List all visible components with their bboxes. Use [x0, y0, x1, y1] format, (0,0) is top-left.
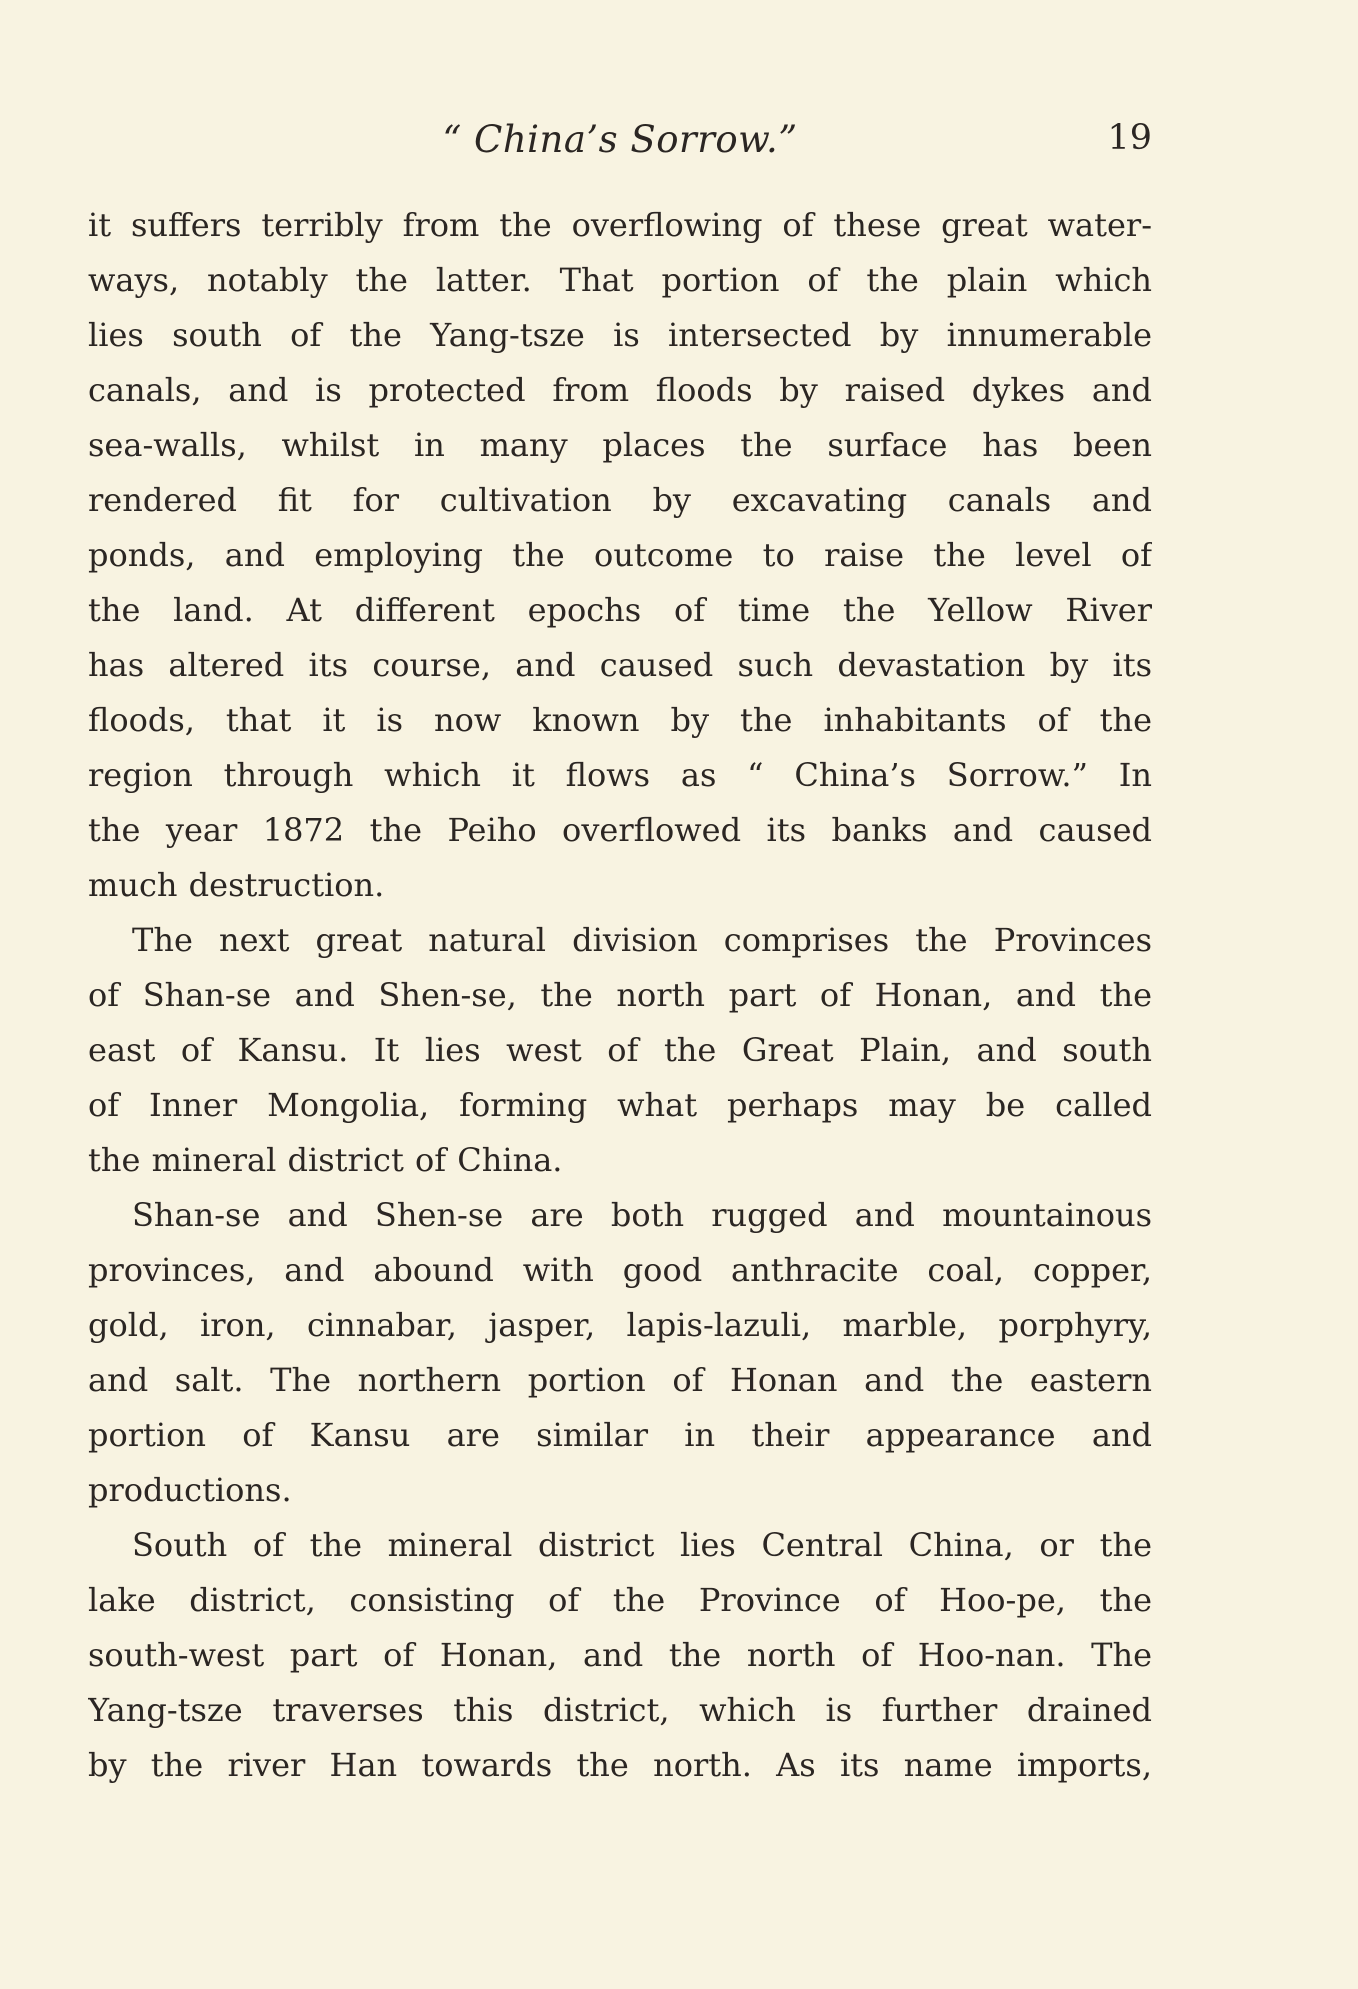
text-line: the year 1872 the Peiho overflowed its banks and caused	[88, 811, 1152, 849]
running-title: “ China’s Sorrow.”	[442, 118, 798, 161]
text-line: and salt. The northern portion of Honan and the eastern	[88, 1361, 1152, 1399]
text-line: floods, that it is now known by the inhabitants of the	[88, 701, 1152, 739]
text-line: ways, notably the latter. That portion of the plain which	[88, 261, 1152, 299]
text-line: rendered fit for cultivation by excavating canals and	[88, 481, 1152, 519]
paragraph-4	[88, 1518, 1152, 1793]
text-line: it suffers terribly from the overflowing of these great water-	[88, 206, 1152, 244]
text-line: the land. At different epochs of time the Yellow River	[88, 591, 1152, 629]
text-line: east of Kansu. It lies west of the Great Plain, and south	[88, 1031, 1152, 1069]
text-line: has altered its course, and caused such devastation by its	[88, 646, 1152, 684]
text-line: Yang-tsze traverses this district, which is further drained	[88, 1691, 1152, 1729]
text-line: lies south of the Yang-tsze is intersected by innumerable	[88, 316, 1152, 354]
text-line: provinces, and abound with good anthracite coal, copper,	[88, 1251, 1152, 1289]
paragraph-1	[88, 198, 1152, 913]
text-line: The next great natural division comprises the Provinces	[132, 921, 1152, 959]
text-line: much destruction.	[88, 866, 385, 904]
text-line: Shan-se and Shen-se are both rugged and mountainous	[132, 1196, 1152, 1234]
text-line: by the river Han towards the north. As its name imports,	[88, 1746, 1152, 1784]
body-text	[88, 198, 1152, 1793]
text-line: productions.	[88, 1471, 292, 1509]
paragraph-2	[88, 913, 1152, 1188]
text-line: sea-walls, whilst in many places the surface has been	[88, 426, 1152, 464]
text-line: gold, iron, cinnabar, jasper, lapis-lazuli, marble, porphyry,	[88, 1306, 1152, 1344]
text-line: south-west part of Honan, and the north of Hoo-nan. The	[88, 1636, 1152, 1674]
text-line: portion of Kansu are similar in their appearance and	[88, 1416, 1152, 1454]
text-line: South of the mineral district lies Central China, or the	[132, 1526, 1152, 1564]
text-line: the mineral district of China.	[88, 1141, 563, 1179]
text-line: ponds, and employing the outcome to raise the level of	[88, 536, 1152, 574]
text-line: of Shan-se and Shen-se, the north part of Honan, and the	[88, 976, 1152, 1014]
page-number: 19	[1107, 118, 1152, 158]
running-head	[88, 118, 1152, 178]
text-line: lake district, consisting of the Province of Hoo-pe, the	[88, 1581, 1152, 1619]
text-line: of Inner Mongolia, forming what perhaps may be called	[88, 1086, 1152, 1124]
paragraph-3	[88, 1188, 1152, 1518]
text-line: region through which it flows as “ China’s Sorrow.” In	[88, 756, 1152, 794]
text-line: canals, and is protected from floods by raised dykes and	[88, 371, 1152, 409]
